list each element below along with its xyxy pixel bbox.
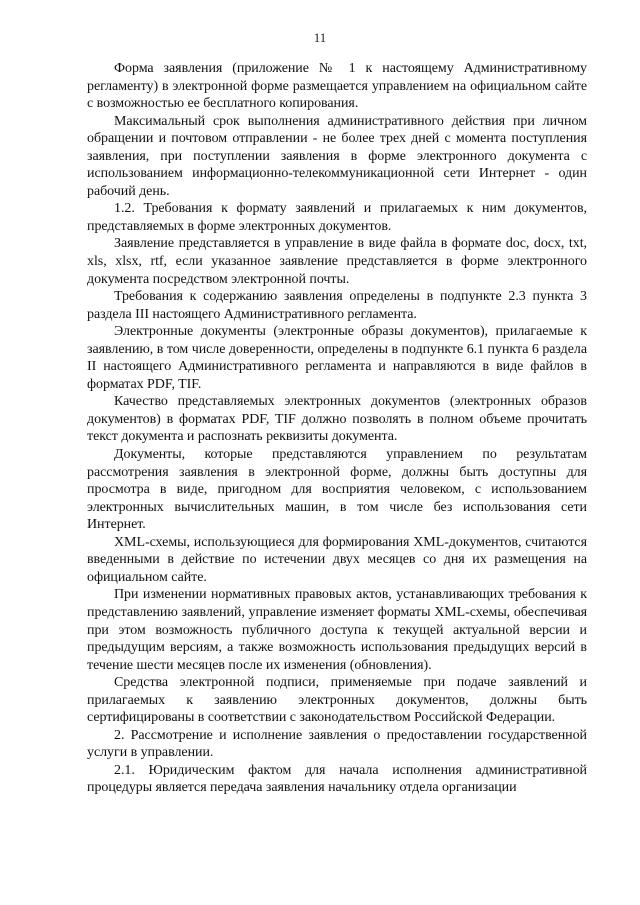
paragraph-document-quality: Качество представляемых электронных документов (электронных образов документов) в форматах PDF, TIF должно позволять в полном объеме прочитать текст документа и распознать реквизиты документа.	[87, 394, 587, 445]
paragraph-section-2: 2. Рассмотрение и исполнение заявления о предоставлении государственной услуги в управлении.	[87, 727, 587, 761]
paragraph-xml-schemas: XML-схемы, использующиеся для формирования XML-документов, считаются введенными в действие по истечении двух месяцев со дня их размещения на официальном сайте.	[87, 534, 587, 585]
paragraph-max-term: Максимальный срок выполнения административного действия при личном обращении и почтовом отправлении - не более трех дней с момента поступления заявления, при поступлении заявления в форме электронного документа с использованием информационно-телекоммуникационной сети Интернет - один рабочий день.	[87, 113, 587, 199]
paragraph-result-documents: Документы, которые представляются управлением по результатам рассмотрения заявления в электронной форме, должны быть доступны для просмотра в виде, пригодном для восприятия человеком, с использованием электронных вычислительных машин, в том числе без использования сети Интернет.	[87, 447, 587, 533]
paragraph-content-requirements: Требования к содержанию заявления определены в подпункте 2.3 пункта 3 раздела III настоящего Административного регламента.	[87, 289, 587, 322]
paragraph-electronic-documents: Электронные документы (электронные образы документов), прилагаемые к заявлению, в том числе доверенности, определены в подпункте 6.1 пункта 6 раздела II настоящего Административного регламента и направляются в виде файлов в форматах PDF, TIF.	[87, 324, 587, 392]
paragraph-form-application: Форма заявления (приложение № 1 к настоящему Административному регламенту) в электронной форме размещается управлением на официальном сайте с возможностью ее бесплатного копирования.	[87, 61, 587, 112]
paragraph-electronic-signature: Средства электронной подписи, применяемые при подаче заявлений и прилагаемых к заявлению электронных документов, должны быть сертифицированы в соответствии с законодательством Российской Федерации.	[87, 675, 587, 726]
paragraph-section-2-1: 2.1. Юридическим фактом для начала исполнения административной процедуры является передача заявления начальнику отдела организации	[87, 762, 587, 796]
paragraph-file-formats: Заявление представляется в управление в виде файла в формате doc, docx, txt, xls, xlsx, rtf, если указанное заявление представляется в форме электронного документа посредством электронной почты.	[87, 236, 587, 287]
paragraph-section-1-2: 1.2. Требования к формату заявлений и прилагаемых к ним документов, представляемых в форме электронных документов.	[87, 201, 587, 234]
page-number: 11	[313, 30, 327, 45]
body-text	[87, 60, 587, 797]
paragraph-format-changes: При изменении нормативных правовых актов, устанавливающих требования к представлению заявлений, управление изменяет форматы XML-схемы, обеспечивая при этом возможность публичного доступа к текущей актуальной версии и предыдущим версиям, а также возможность использования предыдущих версий в течение шести месяцев после их изменения (обновления).	[87, 587, 587, 673]
